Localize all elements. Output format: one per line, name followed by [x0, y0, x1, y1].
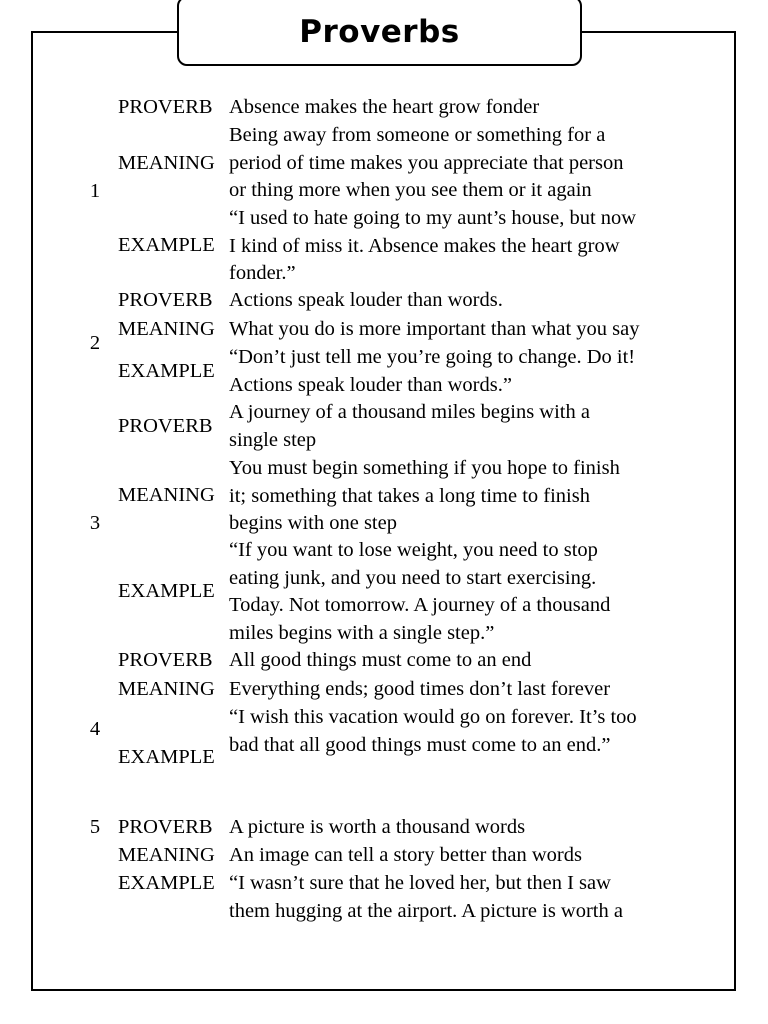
text-line: miles begins with a single step.”: [229, 621, 495, 644]
text-line: A journey of a thousand miles begins with a: [229, 401, 590, 423]
text-line: fonder.”: [229, 262, 296, 284]
proverb-text: [229, 94, 699, 122]
proverb-label: PROVERB: [118, 415, 213, 437]
meaning-text: [229, 316, 699, 344]
example-text: [229, 344, 699, 399]
example-text: [229, 870, 699, 925]
text-line: period of time makes you appreciate that person: [229, 151, 624, 174]
example-label: EXAMPLE: [118, 580, 215, 602]
meaning-text: [229, 676, 699, 704]
proverb-text: [229, 814, 699, 842]
entry-number: 3: [89, 512, 101, 534]
text-line: An image can tell a story better than words: [229, 844, 582, 866]
text-line: A picture is worth a thousand words: [229, 816, 526, 838]
example-label: EXAMPLE: [118, 872, 215, 894]
text-line: “Don’t just tell me you’re going to change. Do it!: [229, 346, 636, 368]
text-line: Actions speak louder than words.”: [229, 373, 512, 396]
meaning-label: MEANING: [118, 152, 215, 174]
proverb-label: PROVERB: [118, 289, 213, 311]
proverb-label: PROVERB: [118, 649, 213, 671]
text-line: it; something that takes a long time to finish: [229, 484, 590, 507]
meaning-text: [229, 842, 699, 870]
example-label: EXAMPLE: [118, 746, 215, 768]
meaning-label: MEANING: [118, 678, 215, 700]
text-line: What you do is more important than what you say: [229, 318, 640, 340]
text-line: eating junk, and you need to start exercising.: [229, 566, 597, 589]
proverb-text: [229, 647, 699, 675]
meaning-label: MEANING: [118, 484, 215, 506]
text-line: Today. Not tomorrow. A journey of a thousand: [229, 594, 611, 616]
example-label: EXAMPLE: [118, 234, 215, 256]
text-line: or thing more when you see them or it again: [229, 179, 592, 201]
text-line: begins with one step: [229, 512, 397, 534]
text-line: All good things must come to an end: [229, 649, 532, 671]
text-line: Actions speak louder than words.: [229, 289, 503, 311]
text-line: Absence makes the heart grow fonder: [229, 96, 540, 118]
text-line: single step: [229, 428, 317, 451]
meaning-text: [229, 455, 699, 538]
text-line: “If you want to lose weight, you need to stop: [229, 539, 598, 561]
entry-number: 1: [89, 180, 101, 202]
entry-number: 2: [89, 332, 101, 354]
text-line: You must begin something if you hope to finish: [229, 457, 620, 479]
example-text: [229, 205, 699, 288]
meaning-label: MEANING: [118, 844, 215, 866]
meaning-text: [229, 122, 699, 205]
proverb-label: PROVERB: [118, 96, 213, 118]
text-line: “I wasn’t sure that he loved her, but then I saw: [229, 872, 611, 894]
entry-number: 5: [89, 816, 101, 838]
text-line: Being away from someone or something for a: [229, 124, 606, 146]
meaning-label: MEANING: [118, 318, 215, 340]
text-line: “I wish this vacation would go on forever. It’s too: [229, 706, 637, 728]
page-title: Proverbs: [299, 14, 460, 50]
example-text: [229, 537, 699, 647]
entry-number: 4: [89, 718, 101, 740]
proverb-label: PROVERB: [118, 816, 213, 838]
example-text: [229, 704, 699, 759]
text-line: them hugging at the airport. A picture is worth a: [229, 899, 623, 922]
proverb-text: [229, 287, 699, 315]
text-line: Everything ends; good times don’t last forever: [229, 678, 611, 700]
text-line: I kind of miss it. Absence makes the heart grow: [229, 234, 620, 257]
text-line: bad that all good things must come to an end.”: [229, 733, 611, 756]
text-line: “I used to hate going to my aunt’s house, but now: [229, 207, 637, 229]
example-label: EXAMPLE: [118, 360, 215, 382]
proverb-text: [229, 399, 699, 454]
